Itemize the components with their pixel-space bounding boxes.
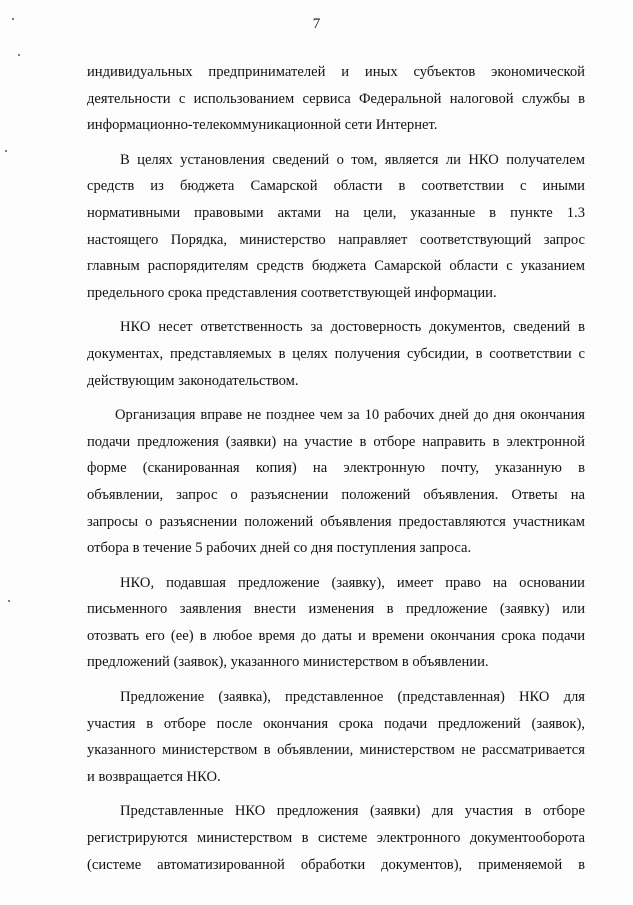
text-line: регистрируются министерством в системе электронного документооборота xyxy=(87,830,585,847)
text-line: главным распорядителям средств бюджета Самарской области с указанием xyxy=(87,258,585,275)
text-line: индивидуальных предпринимателей и иных субъектов экономической xyxy=(87,64,585,80)
text-line: информационно-телекоммуникационной сети Интернет. xyxy=(87,117,438,134)
text-line: действующим законодательством. xyxy=(87,372,299,389)
page-number: 7 xyxy=(312,16,321,32)
paragraph xyxy=(87,798,585,878)
text-line: подачи предложения (заявки) на участие в отборе направить в электронной xyxy=(87,433,585,450)
text-line: отбора в течение 5 рабочих дней со дня поступления запроса. xyxy=(87,540,472,557)
text-line: и возвращается НКО. xyxy=(87,768,221,785)
text-line: (системе автоматизированной обработки документов), применяемой в xyxy=(87,856,585,873)
text-line: отозвать его (ее) в любое время до даты и времени окончания срока подачи xyxy=(87,627,585,644)
text-line: Представленные НКО предложения (заявки) для участия в отборе xyxy=(120,803,585,820)
text-line: В целях установления сведений о том, является ли НКО получателем xyxy=(120,151,585,168)
paragraph xyxy=(87,314,585,394)
text-line: НКО несет ответственность за достоверность документов, сведений в xyxy=(120,319,585,336)
text-line: предельного срока представления соответствующей информации. xyxy=(87,284,497,301)
text-line: средств из бюджета Самарской области в соответствии с иными xyxy=(87,178,585,195)
text-line: форме (сканированная копия) на электронную почту, указанную в xyxy=(87,460,585,477)
text-line: предложений (заявок), указанного министерством в объявлении. xyxy=(87,654,489,671)
paragraph xyxy=(87,570,585,676)
text-line: Предложение (заявка), представленное (представленная) НКО для xyxy=(120,689,585,706)
text-line: НКО, подавшая предложение (заявку), имеет право на основании xyxy=(120,574,585,591)
text-line: участия в отборе после окончания срока подачи предложений (заявок), xyxy=(87,715,585,732)
scan-speck xyxy=(5,150,7,152)
paragraph xyxy=(87,684,585,790)
scan-speck xyxy=(12,18,14,20)
text-line: деятельности с использованием сервиса Федеральной налоговой службы в xyxy=(87,90,585,107)
text-line: объявлении, запрос о разъяснении положений объявления. Ответы на xyxy=(87,486,585,503)
scan-speck xyxy=(8,600,10,602)
text-line: документах, представляемых в целях получения субсидии, в соответствии с xyxy=(87,345,585,362)
text-line: письменного заявления внести изменения в предложение (заявку) или xyxy=(87,601,585,618)
text-line: Организация вправе не позднее чем за 10 рабочих дней до дня окончания xyxy=(115,407,585,424)
document-body xyxy=(87,59,585,886)
paragraph xyxy=(87,402,585,562)
paragraph xyxy=(87,59,585,139)
text-line: указанного министерством в объявлении, министерством не рассматривается xyxy=(87,742,585,759)
scan-speck xyxy=(18,54,20,56)
text-line: нормативными правовыми актами на цели, указанные в пункте 1.3 xyxy=(87,204,585,221)
paragraph xyxy=(87,147,585,307)
text-line: запросы о разъяснении положений объявления предоставляются участникам xyxy=(87,513,585,530)
text-line: настоящего Порядка, министерство направляет соответствующий запрос xyxy=(87,231,585,248)
